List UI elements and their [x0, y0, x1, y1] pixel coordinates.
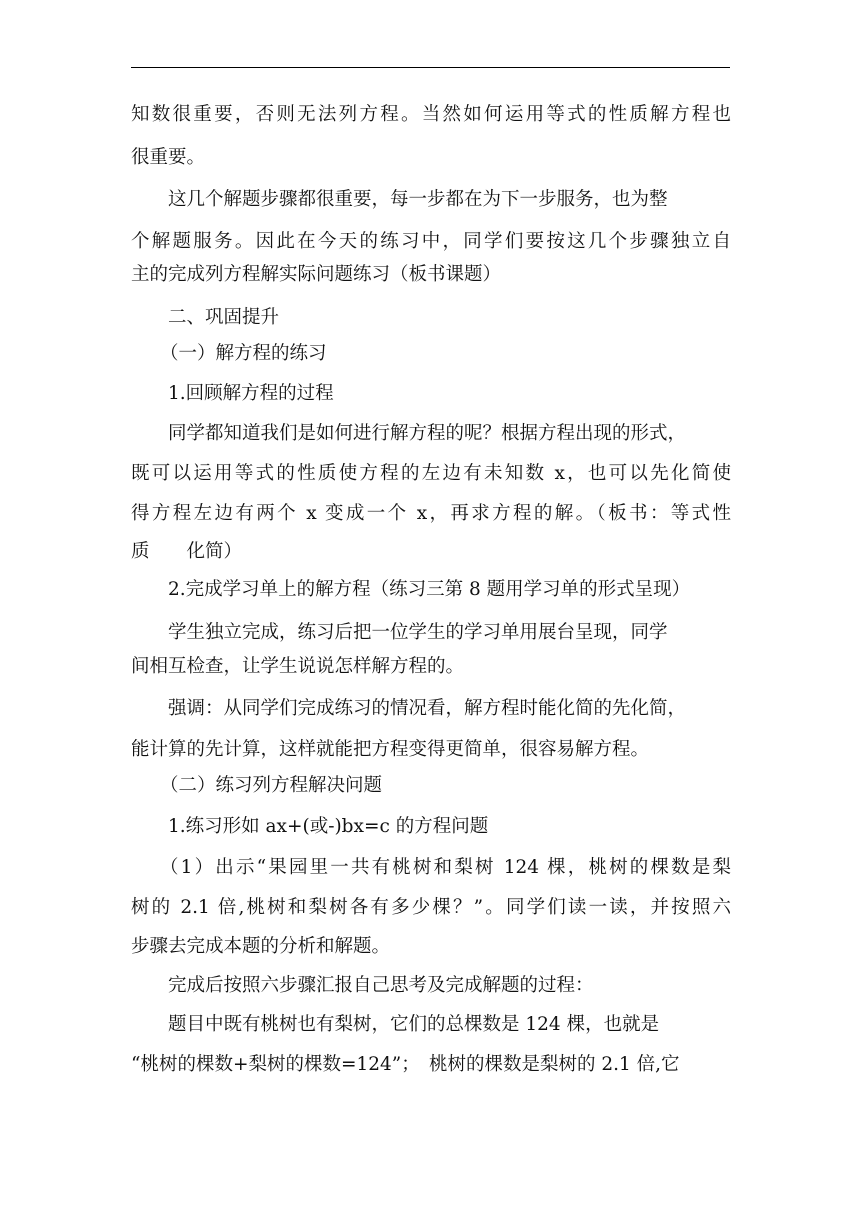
text-line-12: 质 化简） [131, 541, 243, 562]
text-line-4: 个解题服务。因此在今天的练习中，同学们要按这几个步骤独立自 [131, 231, 731, 252]
header-rule [131, 67, 730, 68]
text-line-22: 步骤去完成本题的分析和解题。 [131, 936, 391, 957]
item-worksheet: 2.完成学习单上的解方程（练习三第 8 题用学习单的形式呈现） [168, 579, 691, 600]
text-line-17: 能计算的先计算，这样就能把方程变得更简单，很容易解方程。 [131, 739, 650, 760]
text-line-9: 同学都知道我们是如何进行解方程的呢？根据方程出现的形式， [168, 423, 687, 444]
text-line-16: 强调：从同学们完成练习的情况看，解方程时能化简的先化简， [168, 698, 687, 719]
item-review-process: 1.回顾解方程的过程 [168, 383, 334, 404]
text-line-11: 得方程左边有两个 x 变成一个 x，再求方程的解。（板书：等式性 [131, 503, 731, 524]
text-line-3: 这几个解题步骤都很重要，每一步都在为下一步服务，也为整 [168, 189, 668, 210]
subheading-word-problems: （二）练习列方程解决问题 [160, 775, 383, 796]
section-heading-consolidate: 二、巩固提升 [168, 307, 280, 328]
text-line-24: 题目中既有桃树也有梨树，它们的总棵数是 124 棵，也就是 [168, 1014, 660, 1035]
text-line-20: （1）出示“果园里一共有桃树和梨树 124 棵，桃树的棵数是梨 [160, 857, 731, 878]
text-line-21: 树的 2.1 倍,桃树和梨树各有多少棵？”。同学们读一读，并按照六 [131, 897, 731, 918]
text-line-1: 知数很重要，否则无法列方程。当然如何运用等式的性质解方程也 [131, 104, 731, 125]
text-line-5: 主的完成列方程解实际问题练习（板书课题） [131, 264, 502, 285]
text-line-14: 学生独立完成，练习后把一位学生的学习单用展台呈现，同学 [168, 622, 668, 643]
item-ax-bx-problems: 1.练习形如 ax+(或-)bx=c 的方程问题 [168, 816, 489, 837]
text-line-25: “桃树的棵数+梨树的棵数=124”； 桃树的棵数是梨树的 2.1 倍,它 [131, 1054, 680, 1075]
text-line-23: 完成后按照六步骤汇报自己思考及完成解题的过程： [168, 975, 594, 996]
text-line-10: 既可以运用等式的性质使方程的左边有未知数 x，也可以先化简使 [131, 463, 731, 484]
subheading-solve-equations: （一）解方程的练习 [160, 343, 327, 364]
text-line-2: 很重要。 [131, 147, 206, 168]
text-line-15: 间相互检查，让学生说说怎样解方程的。 [131, 656, 465, 677]
